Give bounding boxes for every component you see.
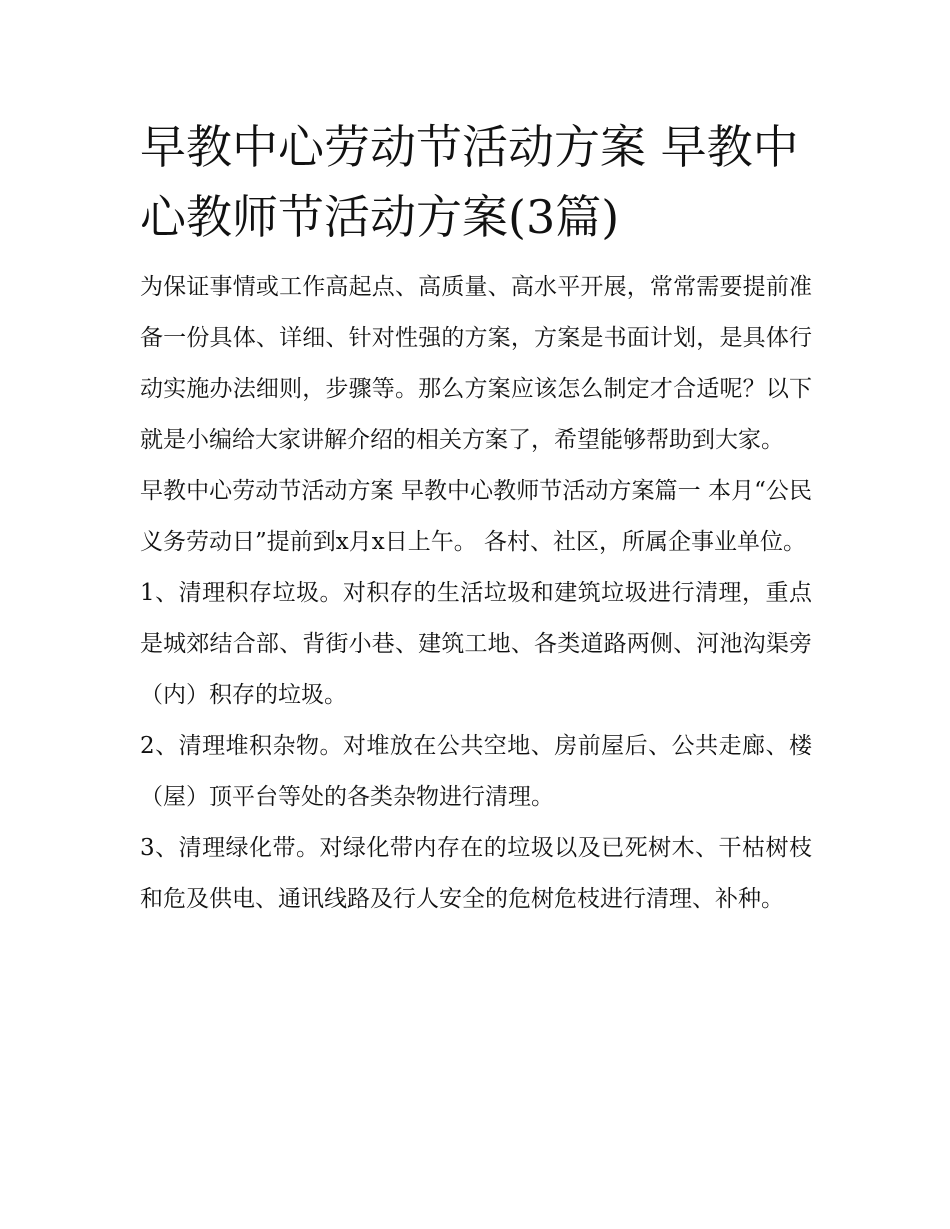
- intro-paragraph: 为保证事情或工作高起点、高质量、高水平开展，常常需要提前准备一份具体、详细、针对性强的方案，方案是书面计划，是具体行动实施办法细则，步骤等。那么方案应该怎么制定才合适呢？以下就是小编给大家讲解介绍的相关方案了，希望能够帮助到大家。: [140, 274, 812, 453]
- document-page: [140, 112, 812, 925]
- section-heading-paragraph: 早教中心劳动节活动方案 早教中心教师节活动方案篇一 本月“公民义务劳动日”提前到x月x日上午。 各村、社区，所属企事业单位。: [140, 478, 812, 555]
- document-title: 早教中心劳动节活动方案 早教中心教师节活动方案(3篇): [140, 120, 799, 244]
- item-2-paragraph: 2、清理堆积杂物。对堆放在公共空地、房前屋后、公共走廊、楼（屋）顶平台等处的各类杂物进行清理。: [140, 733, 812, 810]
- item-3-paragraph: 3、清理绿化带。对绿化带内存在的垃圾以及已死树木、干枯树枝和危及供电、通讯线路及行人安全的危树危枝进行清理、补种。: [140, 835, 812, 912]
- item-1-paragraph: 1、清理积存垃圾。对积存的生活垃圾和建筑垃圾进行清理，重点是城郊结合部、背街小巷、建筑工地、各类道路两侧、河池沟渠旁（内）积存的垃圾。: [140, 580, 812, 708]
